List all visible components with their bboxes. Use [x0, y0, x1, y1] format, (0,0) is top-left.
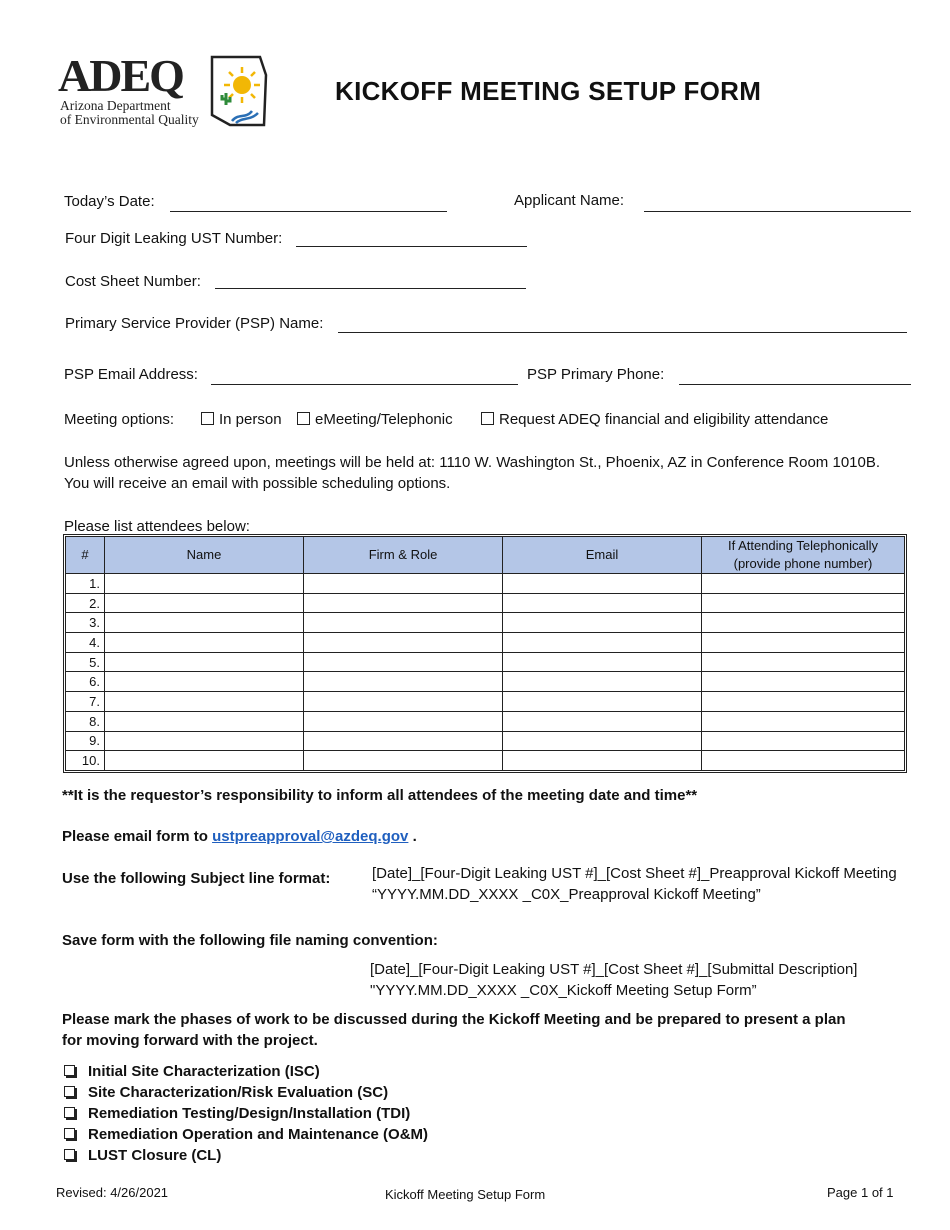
- email-cell[interactable]: [503, 711, 702, 731]
- ust-number-label: Four Digit Leaking UST Number:: [65, 230, 283, 247]
- attendees-label: Please list attendees below:: [64, 518, 250, 535]
- phases-intro-line1: Please mark the phases of work to be discussed during the Kickoff Meeting and be prepared to present a plan: [62, 1011, 846, 1028]
- col-number: #: [66, 537, 105, 574]
- attendees-header-row: [66, 537, 905, 574]
- firm-role-cell[interactable]: [304, 672, 503, 692]
- col-email: Email: [503, 537, 702, 574]
- responsibility-note: **It is the requestor’s responsibility to inform all attendees of the meeting date and time**: [62, 787, 698, 804]
- naming-format-line1: [Date]_[Four-Digit Leaking UST #]_[Cost Sheet #]_[Submittal Description]: [370, 961, 858, 978]
- option-adeq-attendance-label: Request ADEQ financial and eligibility attendance: [499, 411, 829, 428]
- col-telephonic: [702, 537, 905, 574]
- option-emeeting-label: eMeeting/Telephonic: [315, 411, 453, 428]
- name-cell[interactable]: [105, 574, 304, 594]
- table-row: [66, 692, 905, 712]
- table-row: [66, 711, 905, 731]
- table-row: [66, 652, 905, 672]
- table-row: [66, 633, 905, 653]
- name-cell[interactable]: [105, 711, 304, 731]
- ust-number-field[interactable]: [296, 246, 527, 247]
- phone-cell[interactable]: [702, 731, 905, 751]
- attendees-table: [63, 534, 907, 773]
- col-telephonic-line2: (provide phone number): [733, 556, 873, 571]
- name-cell[interactable]: [105, 652, 304, 672]
- arizona-sun-icon: [208, 55, 270, 127]
- todays-date-field[interactable]: [170, 211, 447, 212]
- todays-date-label: Today’s Date:: [64, 193, 155, 210]
- psp-email-label: PSP Email Address:: [64, 366, 198, 383]
- psp-email-field[interactable]: [211, 384, 518, 385]
- phase-isc[interactable]: [64, 1063, 320, 1080]
- email-cell[interactable]: [503, 613, 702, 633]
- row-number: 7.: [66, 692, 105, 712]
- name-cell[interactable]: [105, 593, 304, 613]
- subject-format-line2: “YYYY.MM.DD_XXXX _C0X_Preapproval Kickoff Meeting”: [372, 886, 761, 903]
- cost-sheet-field[interactable]: [215, 288, 526, 289]
- checkbox-emeeting[interactable]: [297, 412, 310, 425]
- subject-label: Use the following Subject line format:: [62, 870, 331, 887]
- phase-checkbox-icon[interactable]: [64, 1065, 75, 1076]
- name-cell[interactable]: [105, 613, 304, 633]
- firm-role-cell[interactable]: [304, 751, 503, 771]
- footer-revised: Revised: 4/26/2021: [56, 1185, 169, 1200]
- phase-cl[interactable]: [64, 1147, 221, 1164]
- applicant-name-label: Applicant Name:: [514, 192, 625, 209]
- table-row: [66, 731, 905, 751]
- row-number: 8.: [66, 711, 105, 731]
- phone-cell[interactable]: [702, 613, 905, 633]
- email-cell[interactable]: [503, 751, 702, 771]
- email-cell[interactable]: [503, 593, 702, 613]
- phase-tdi-label: Remediation Testing/Design/Installation (TDI): [88, 1105, 411, 1122]
- row-number: 10.: [66, 751, 105, 771]
- psp-name-label: Primary Service Provider (PSP) Name:: [65, 315, 324, 332]
- email-cell[interactable]: [503, 652, 702, 672]
- naming-label: Save form with the following file naming convention:: [62, 932, 438, 949]
- phone-cell[interactable]: [702, 652, 905, 672]
- option-emeeting[interactable]: [297, 411, 453, 428]
- name-cell[interactable]: [105, 731, 304, 751]
- col-name: Name: [105, 537, 304, 574]
- firm-role-cell[interactable]: [304, 711, 503, 731]
- option-adeq-attendance[interactable]: [481, 411, 828, 428]
- email-cell[interactable]: [503, 731, 702, 751]
- cost-sheet-label: Cost Sheet Number:: [65, 273, 201, 290]
- phone-cell[interactable]: [702, 711, 905, 731]
- row-number: 4.: [66, 633, 105, 653]
- email-cell[interactable]: [503, 574, 702, 594]
- phone-cell[interactable]: [702, 692, 905, 712]
- phase-checkbox-icon[interactable]: [64, 1086, 75, 1097]
- logo-subtitle-1: Arizona Department: [60, 98, 171, 113]
- psp-phone-label: PSP Primary Phone:: [527, 366, 665, 383]
- phase-cl-label: LUST Closure (CL): [88, 1147, 222, 1164]
- phone-cell[interactable]: [702, 593, 905, 613]
- phase-checkbox-icon[interactable]: [64, 1107, 75, 1118]
- table-row: [66, 593, 905, 613]
- col-telephonic-line1: If Attending Telephonically: [727, 538, 879, 553]
- applicant-name-field[interactable]: [644, 211, 911, 212]
- meeting-location-text: Unless otherwise agreed upon, meetings will be held at: 1110 W. Washington St., Phoenix, AZ in Conference Room 1010B. You will receive an email with possible scheduling options.: [64, 454, 881, 492]
- row-number: 6.: [66, 672, 105, 692]
- row-number: 3.: [66, 613, 105, 633]
- phone-cell[interactable]: [702, 633, 905, 653]
- row-number: 5.: [66, 652, 105, 672]
- footer-page: Page 1 of 1: [827, 1185, 894, 1200]
- psp-phone-field[interactable]: [679, 384, 911, 385]
- name-cell[interactable]: [105, 633, 304, 653]
- meeting-options-label: Meeting options:: [64, 411, 175, 428]
- firm-role-cell[interactable]: [304, 593, 503, 613]
- row-number: 9.: [66, 731, 105, 751]
- naming-format-line2: "YYYY.MM.DD_XXXX _C0X_Kickoff Meeting Setup Form”: [370, 982, 757, 999]
- phone-cell[interactable]: [702, 751, 905, 771]
- phase-om-label: Remediation Operation and Maintenance (O&M): [88, 1126, 429, 1143]
- table-row: [66, 672, 905, 692]
- option-in-person[interactable]: [201, 411, 282, 428]
- table-row: [66, 613, 905, 633]
- firm-role-cell[interactable]: [304, 652, 503, 672]
- phases-intro-line2: for moving forward with the project.: [62, 1032, 318, 1049]
- subject-format-line1: [Date]_[Four-Digit Leaking UST #]_[Cost Sheet #]_Preapproval Kickoff Meeting: [372, 865, 897, 882]
- email-cell[interactable]: [503, 672, 702, 692]
- firm-role-cell[interactable]: [304, 731, 503, 751]
- firm-role-cell[interactable]: [304, 613, 503, 633]
- email-prefix: Please email form to: [62, 828, 213, 845]
- col-firm-role: Firm & Role: [304, 537, 503, 574]
- phase-checkbox-icon[interactable]: [64, 1128, 75, 1139]
- checkbox-in-person[interactable]: [201, 412, 214, 425]
- name-cell[interactable]: [105, 672, 304, 692]
- phase-tdi[interactable]: [64, 1105, 410, 1122]
- row-number: 2.: [66, 593, 105, 613]
- row-number: 1.: [66, 574, 105, 594]
- email-cell[interactable]: [503, 633, 702, 653]
- email-link[interactable]: ustpreapproval@azdeq.gov: [212, 828, 409, 845]
- table-row: [66, 574, 905, 594]
- adeq-logo: [58, 50, 268, 130]
- firm-role-cell[interactable]: [304, 692, 503, 712]
- logo-wordmark: ADEQ: [58, 50, 183, 101]
- page-title: KICKOFF MEETING SETUP FORM: [335, 76, 762, 106]
- phase-sc-label: Site Characterization/Risk Evaluation (SC): [88, 1084, 389, 1101]
- psp-name-field[interactable]: [338, 332, 907, 333]
- phase-sc[interactable]: [64, 1084, 388, 1101]
- footer-title: Kickoff Meeting Setup Form: [385, 1187, 546, 1202]
- firm-role-cell[interactable]: [304, 633, 503, 653]
- name-cell[interactable]: [105, 751, 304, 771]
- phase-om[interactable]: [64, 1126, 428, 1143]
- phase-isc-label: Initial Site Characterization (ISC): [88, 1063, 320, 1080]
- phone-cell[interactable]: [702, 574, 905, 594]
- email-suffix: .: [408, 828, 417, 845]
- name-cell[interactable]: [105, 692, 304, 712]
- checkbox-adeq-attendance[interactable]: [481, 412, 494, 425]
- email-instruction: [62, 828, 417, 845]
- firm-role-cell[interactable]: [304, 574, 503, 594]
- phase-checkbox-icon[interactable]: [64, 1149, 75, 1160]
- table-row: [66, 751, 905, 771]
- email-cell[interactable]: [503, 692, 702, 712]
- logo-subtitle-2: of Environmental Quality: [60, 112, 199, 127]
- option-in-person-label: In person: [219, 411, 282, 428]
- phone-cell[interactable]: [702, 672, 905, 692]
